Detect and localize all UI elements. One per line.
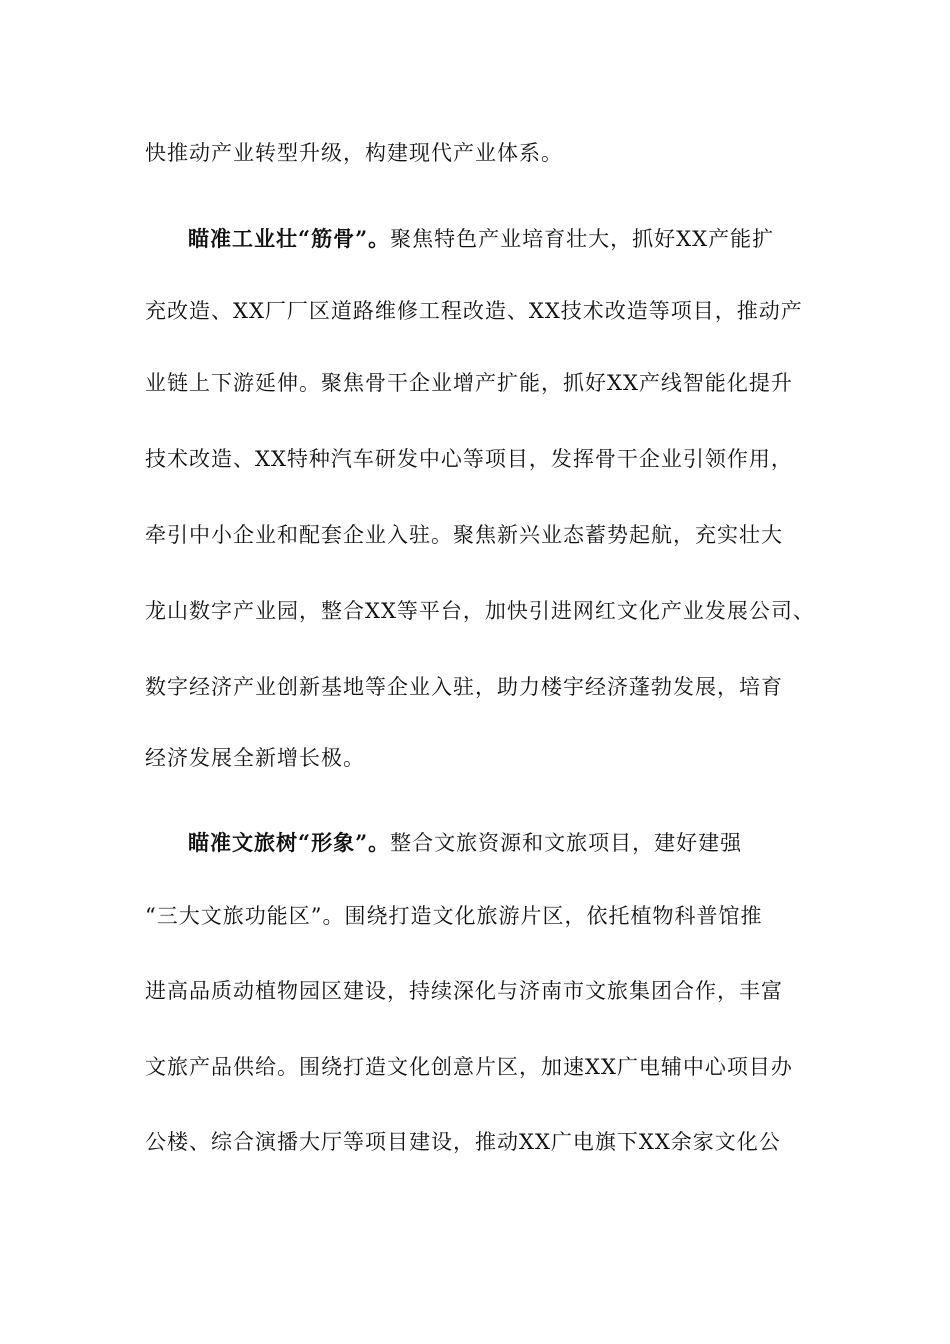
paragraph-3-heading: 瞄准文旅树“形象”。	[188, 830, 391, 855]
paragraph-2-line-2: 充改造、XX厂厂区道路维修工程改造、XX技术改造等项目，推动产	[145, 299, 803, 323]
paragraph-3-line-1	[188, 825, 878, 861]
paragraph-2-line-3: 业链上下游延伸。聚焦骨干企业增产扩能，抓好XX产线智能化提升	[145, 371, 793, 395]
paragraph-3-line-1-text: 整合文旅资源和文旅项目，建好建强	[390, 831, 743, 855]
paragraph-3-line-4: 文旅产品供给。围绕打造文化创意片区，加速XX广电辅中心项目办	[145, 1055, 793, 1079]
paragraph-2-line-6: 龙山数字产业园，整合XX等平台，加快引进网红文化产业发展公司、	[145, 599, 815, 623]
paragraph-3-line-2: “三大文旅功能区”。围绕打造文化旅游片区，依托植物科普馆推	[145, 904, 763, 928]
paragraph-2-heading: 瞄准工业壮“筋骨”。	[188, 226, 391, 251]
paragraph-2-line-7: 数字经济产业创新基地等企业入驻，助力楼宇经济蓬勃发展，培育	[145, 675, 783, 699]
paragraph-2-line-5: 牵引中小企业和配套企业入驻。聚焦新兴业态蓄势起航，充实壮大	[145, 523, 783, 547]
paragraph-3-line-3: 进高品质动植物园区建设，持续深化与济南市文旅集团合作，丰富	[145, 979, 783, 1003]
paragraph-2-line-1-text: 聚焦特色产业培育壮大，抓好XX产能扩	[390, 227, 775, 251]
paragraph-2-line-1	[188, 221, 878, 257]
paragraph-2-line-8: 经济发展全新增长极。	[145, 746, 365, 770]
paragraph-3-line-5: 公楼、综合演播大厅等项目建设，推动XX广电旗下XX余家文化公	[145, 1130, 781, 1154]
paragraph-1-line-1: 快推动产业转型升级，构建现代产业体系。	[145, 141, 563, 165]
paragraph-2-line-4: 技术改造、XX特种汽车研发中心等项目，发挥骨干企业引领作用，	[145, 447, 793, 471]
